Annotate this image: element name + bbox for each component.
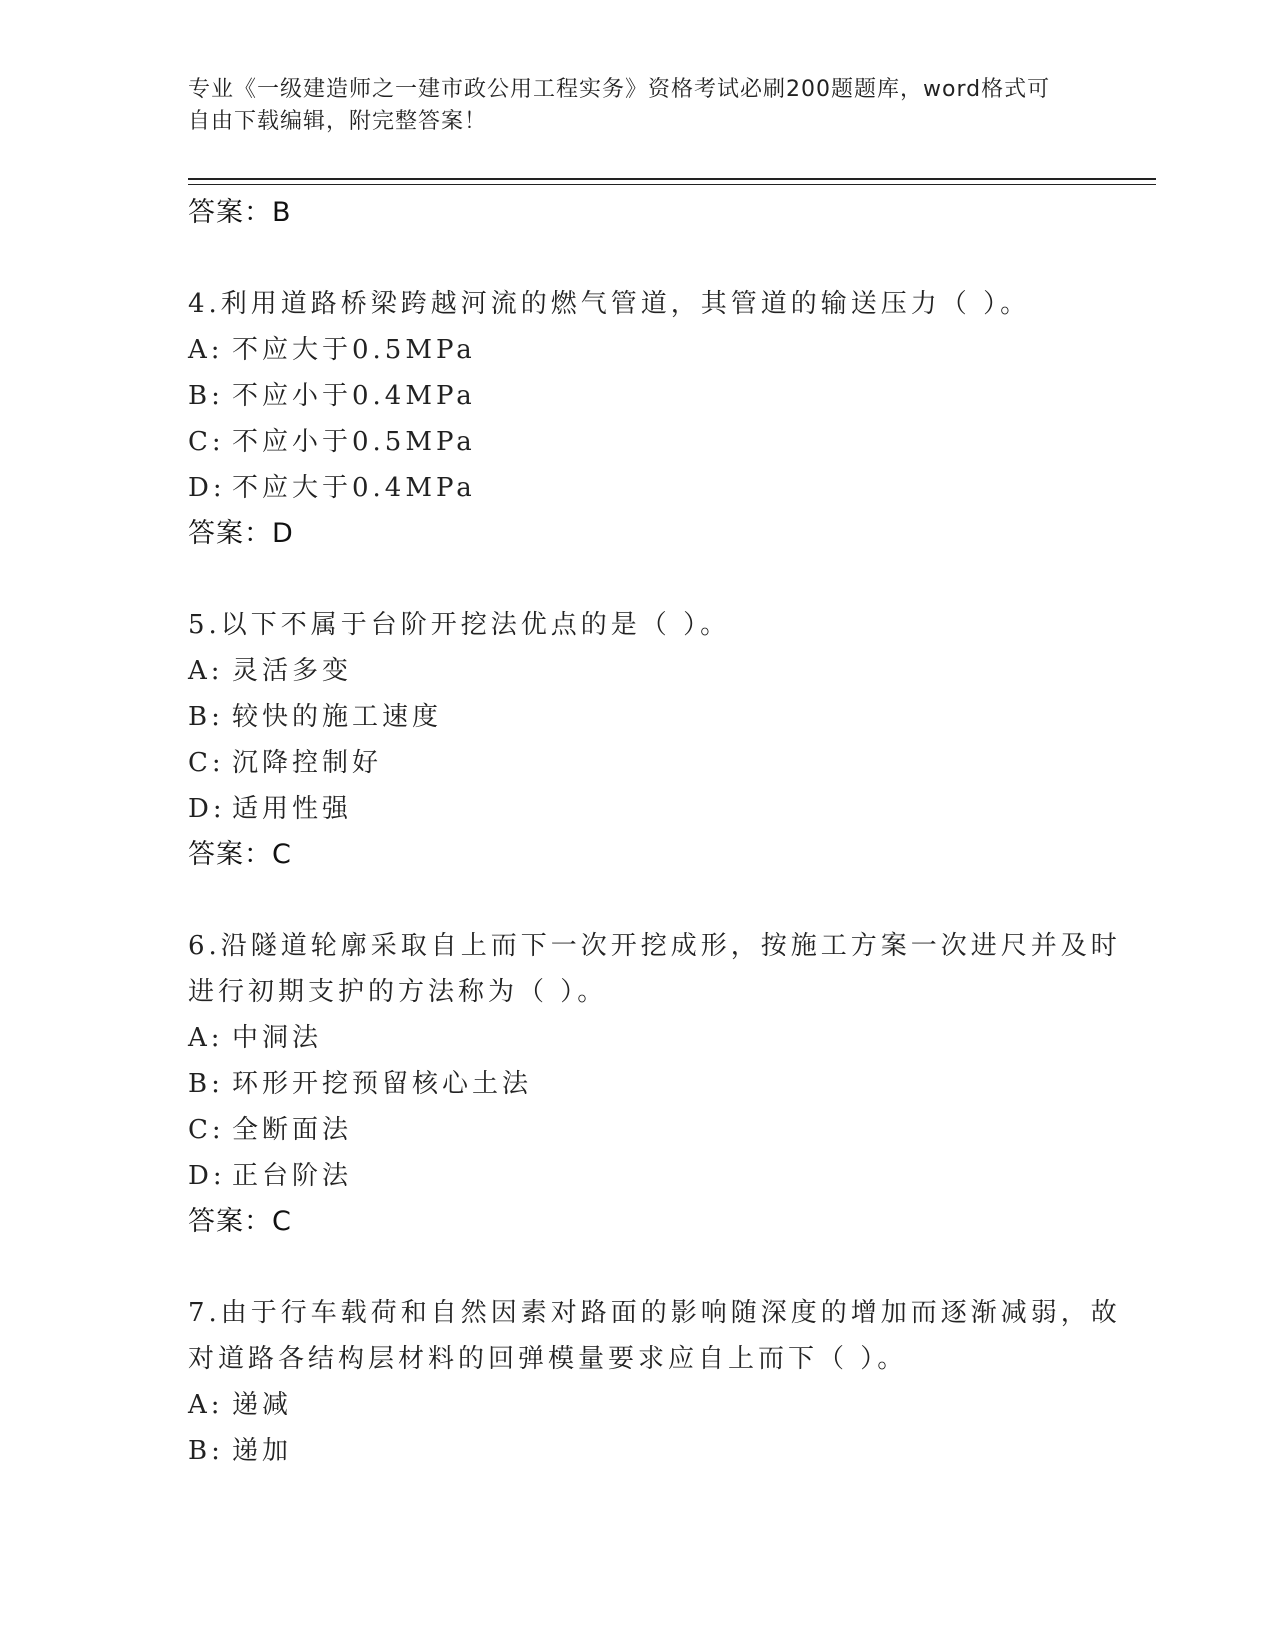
option-letter: A: xyxy=(188,335,224,365)
option-text: 不应小于0.4MPa xyxy=(232,381,476,411)
option-text: 沉降控制好 xyxy=(232,748,383,778)
option-d xyxy=(188,1153,1128,1199)
option-letter: B: xyxy=(188,1436,224,1466)
question-block xyxy=(188,602,1128,878)
question-block xyxy=(188,281,1128,557)
option-b xyxy=(188,1428,1128,1474)
option-letter: D: xyxy=(188,473,226,503)
question-text: 5.以下不属于台阶开挖法优点的是（ ）。 xyxy=(188,610,731,640)
question-text: 7.由于行车载荷和自然因素对路面的影响随深度的增加而逐渐减弱，故对道路各结构层材料的回弹模量要求应自上而下（ ）。 xyxy=(188,1298,1121,1374)
option-letter: A: xyxy=(188,656,224,686)
option-text: 递减 xyxy=(232,1390,293,1420)
option-a xyxy=(188,327,1128,373)
question-text: 6.沿隧道轮廓采取自上而下一次开挖成形，按施工方案一次进尺并及时进行初期支护的方法称为（ ）。 xyxy=(188,931,1121,1007)
option-a xyxy=(188,1015,1128,1061)
option-text: 较快的施工速度 xyxy=(232,702,443,732)
answer-line: 答案：C xyxy=(188,839,292,870)
question-list xyxy=(188,190,1128,1474)
option-b xyxy=(188,1061,1128,1107)
option-letter: D: xyxy=(188,1161,226,1191)
option-letter: B: xyxy=(188,702,224,732)
option-text: 不应小于0.5MPa xyxy=(232,427,476,457)
option-b xyxy=(188,373,1128,419)
question-block xyxy=(188,1290,1128,1474)
option-letter: A: xyxy=(188,1390,224,1420)
header-divider-thin xyxy=(188,184,1156,185)
option-c xyxy=(188,1107,1128,1153)
option-c xyxy=(188,740,1128,786)
page-header: 专业《一级建造师之一建市政公用工程实务》资格考试必刷200题题库，word格式可自由下载编辑，附完整答案！ xyxy=(188,77,1051,134)
option-text: 适用性强 xyxy=(232,794,353,824)
option-text: 环形开挖预留核心土法 xyxy=(232,1069,533,1099)
option-letter: C: xyxy=(188,748,225,778)
option-text: 递加 xyxy=(232,1436,293,1466)
option-text: 中洞法 xyxy=(232,1023,323,1053)
option-letter: B: xyxy=(188,1069,224,1099)
option-d xyxy=(188,465,1128,511)
option-letter: B: xyxy=(188,381,224,411)
option-c xyxy=(188,419,1128,465)
option-text: 灵活多变 xyxy=(232,656,353,686)
option-letter: D: xyxy=(188,794,226,824)
option-b xyxy=(188,694,1128,740)
header-divider xyxy=(188,178,1156,180)
answer-line: 答案：B xyxy=(188,197,292,228)
answer-line: 答案：D xyxy=(188,518,294,549)
option-text: 全断面法 xyxy=(232,1115,353,1145)
question-block xyxy=(188,923,1128,1245)
option-letter: A: xyxy=(188,1023,224,1053)
option-d xyxy=(188,786,1128,832)
question-text: 4.利用道路桥梁跨越河流的燃气管道，其管道的输送压力（ ）。 xyxy=(188,289,1031,319)
option-a xyxy=(188,1382,1128,1428)
option-letter: C: xyxy=(188,427,225,457)
option-text: 正台阶法 xyxy=(232,1161,353,1191)
option-text: 不应大于0.4MPa xyxy=(232,473,476,503)
option-a xyxy=(188,648,1128,694)
option-text: 不应大于0.5MPa xyxy=(232,335,476,365)
option-letter: C: xyxy=(188,1115,225,1145)
answer-line: 答案：C xyxy=(188,1206,292,1237)
